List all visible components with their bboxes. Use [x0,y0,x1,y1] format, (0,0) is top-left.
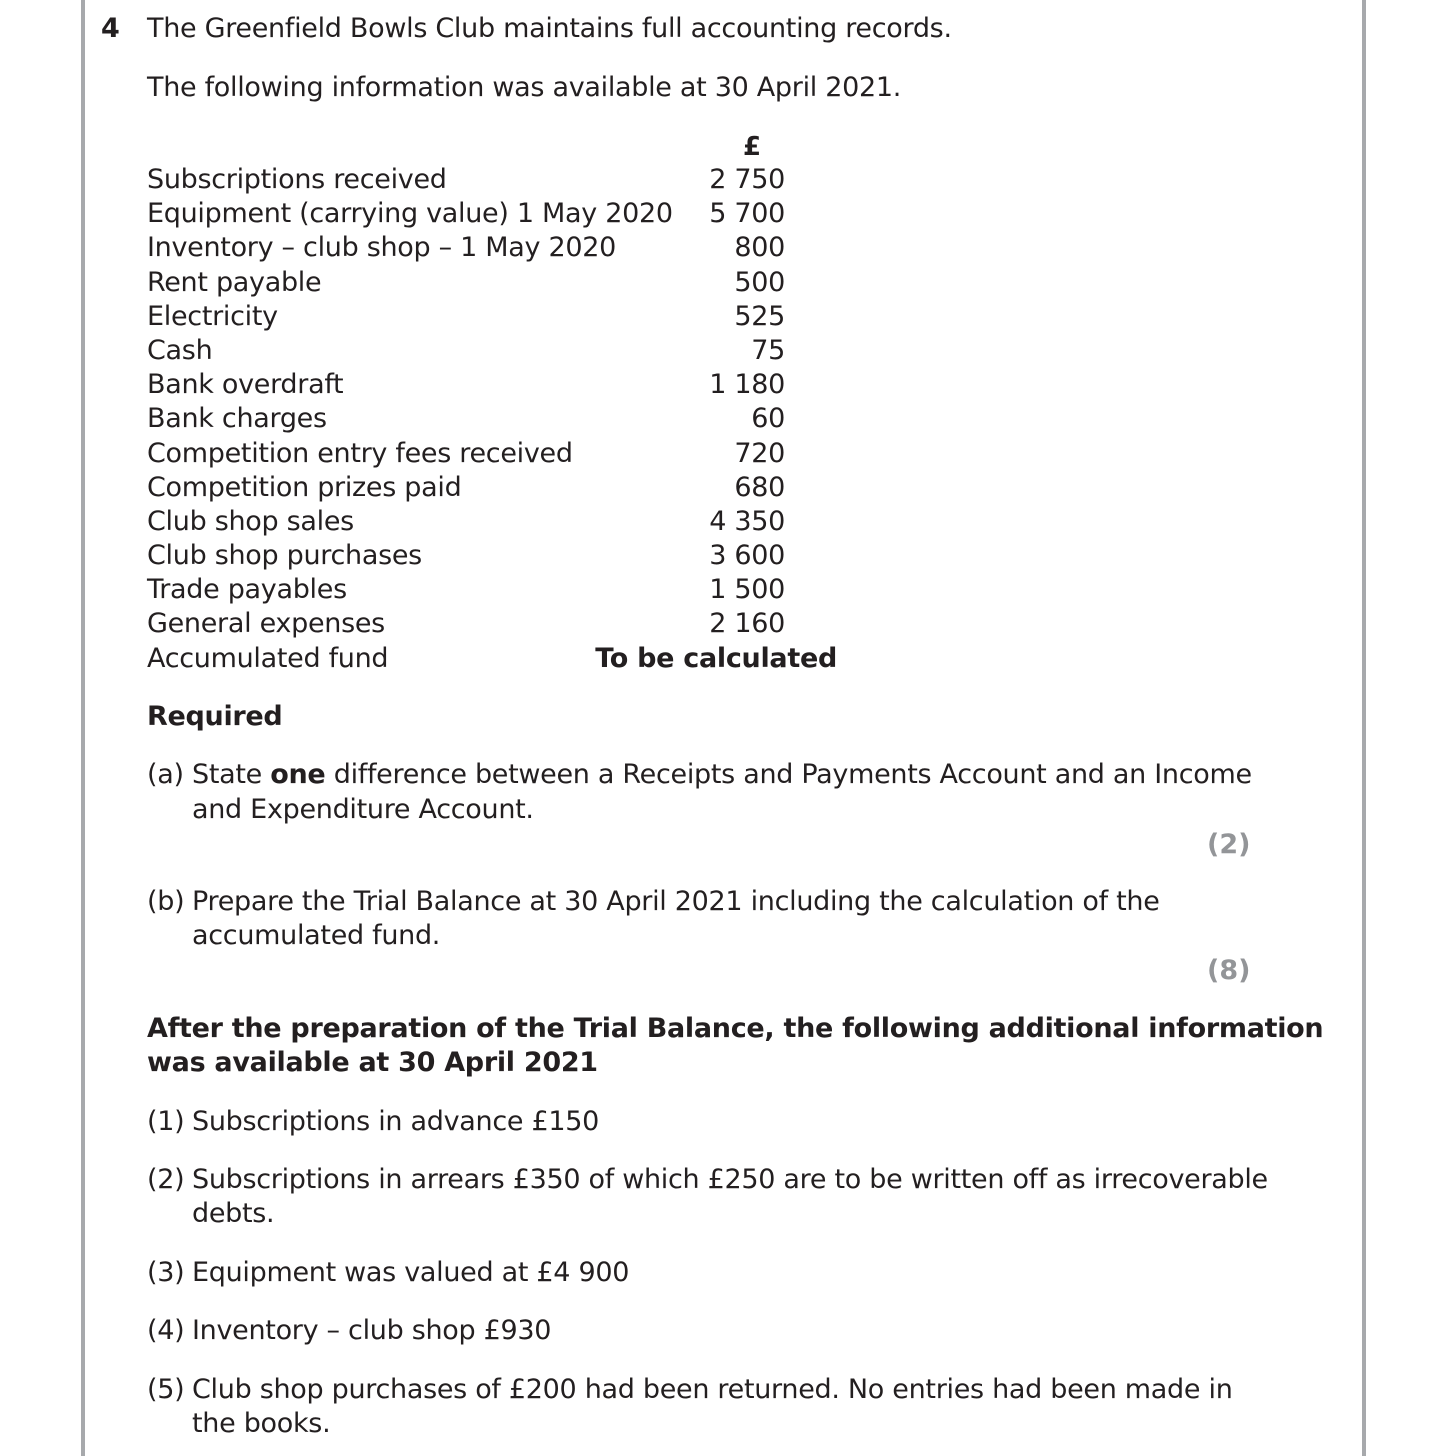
part-a-text [192,758,1252,792]
part-b-label: (b) [147,886,185,917]
row-amount-to-be-calculated: To be calculated [595,642,837,674]
part-a-label: (a) [147,759,184,790]
row-label: Competition prizes paid [147,471,462,503]
row-amount: 525 [734,300,785,332]
accounts-table [147,163,847,676]
item-text: Club shop purchases of £200 had been returned. No entries had been made in [192,1374,1233,1405]
row-label: Equipment (carrying value) 1 May 2020 [147,198,673,230]
row-label: Inventory – club shop – 1 May 2020 [147,232,616,264]
page-border-right [1362,0,1366,1456]
question-intro: The Greenfield Bowls Club maintains full accounting records. [147,13,952,44]
table-row [147,402,847,436]
item-text-line2: debts. [192,1198,275,1229]
page-border-left [81,0,85,1456]
row-label: Electricity [147,300,278,332]
currency-header: £ [743,132,762,162]
part-a-text-bold: one [270,759,326,790]
table-row [147,539,847,573]
item-text: Subscriptions in advance £150 [192,1106,599,1137]
row-amount: 800 [734,232,785,264]
part-a-text-pre: State [192,759,271,790]
part-a-text-line2: and Expenditure Account. [192,794,534,825]
table-row [147,437,847,471]
row-amount: 2 750 [709,164,785,195]
row-amount: 500 [734,266,785,298]
item-label: (2) [147,1164,185,1195]
row-label: General expenses [147,608,385,640]
additional-heading-line2: was available at 30 April 2021 [147,1047,598,1078]
row-amount: 60 [751,403,785,435]
part-a-marks: (2) [1207,829,1251,860]
additional-heading-line1: After the preparation of the Trial Balance, the following additional information [147,1013,1324,1044]
row-label: Bank charges [147,403,327,435]
table-row [147,505,847,539]
part-a-text-post: difference between a Receipts and Payments Account and an Income [325,759,1252,790]
item-label: (4) [147,1315,185,1346]
part-b-text: Prepare the Trial Balance at 30 April 2021 including the calculation of the [192,886,1160,917]
row-amount: 1 500 [709,574,785,606]
table-row [147,197,847,231]
table-row [147,368,847,402]
table-row [147,471,847,505]
part-b-marks: (8) [1207,955,1251,986]
row-amount: 3 600 [709,540,785,572]
row-amount: 720 [734,437,785,469]
row-amount: 680 [734,471,785,503]
row-amount: 75 [751,334,785,366]
item-text-line2: the books. [192,1408,331,1439]
item-label: (5) [147,1374,185,1405]
row-label: Accumulated fund [147,642,389,674]
table-row [147,300,847,334]
table-row [147,573,847,607]
item-text: Inventory – club shop £930 [192,1315,552,1346]
row-amount: 4 350 [709,505,785,537]
question-number: 4 [101,13,120,44]
row-label: Trade payables [147,574,347,606]
row-label: Subscriptions received [147,164,447,195]
row-label: Rent payable [147,266,322,298]
row-amount: 2 160 [709,608,785,640]
row-label: Club shop purchases [147,540,422,572]
table-row [147,231,847,265]
row-amount: 5 700 [709,198,785,230]
table-row [147,642,847,676]
table-row [147,334,847,368]
row-label: Bank overdraft [147,369,344,401]
table-row [147,163,847,197]
table-row [147,607,847,641]
part-b-text-line2: accumulated fund. [192,920,441,951]
item-label: (1) [147,1106,185,1137]
row-label: Cash [147,334,213,366]
item-label: (3) [147,1257,185,1288]
required-heading: Required [147,701,283,732]
info-line: The following information was available at 30 April 2021. [147,72,902,103]
row-label: Club shop sales [147,505,354,537]
table-row [147,266,847,300]
row-label: Competition entry fees received [147,437,573,469]
item-text: Subscriptions in arrears £350 of which £250 are to be written off as irrecoverable [192,1164,1268,1195]
item-text: Equipment was valued at £4 900 [192,1257,630,1288]
row-amount: 1 180 [709,369,785,401]
